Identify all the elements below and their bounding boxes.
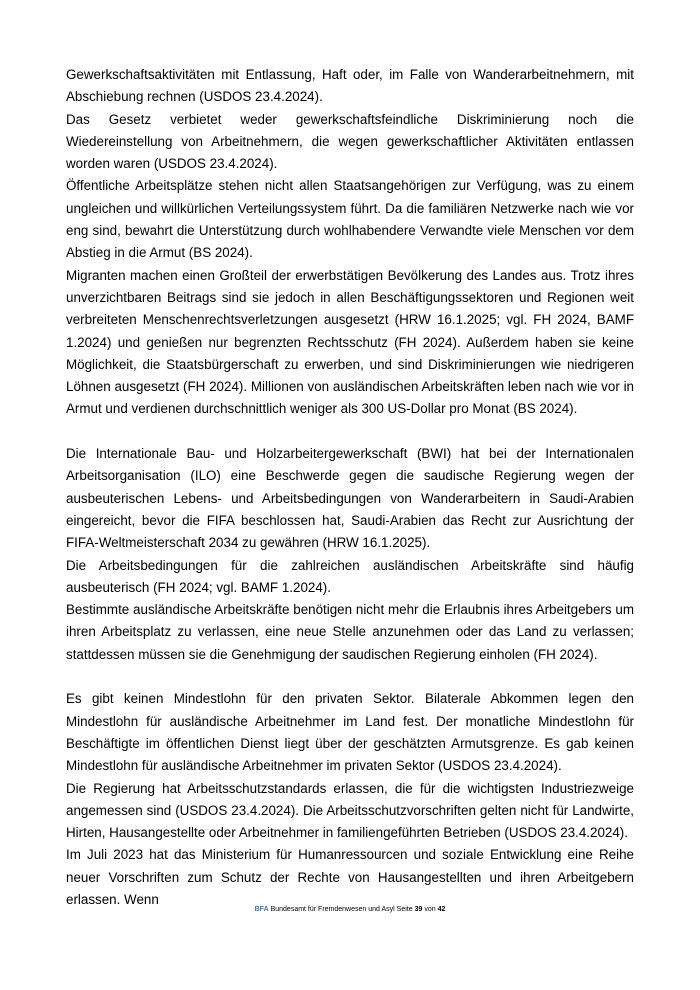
- footer-page-current: 39: [414, 906, 423, 913]
- paragraph-spacer: [66, 666, 634, 688]
- paragraph: Öffentliche Arbeitsplätze stehen nicht allen Staatsangehörigen zur Verfügung, was zu einem ungleichen und willkürlichen Verteilungssystem führt. Da die familiären Netzwerke nach wie vor eng sind, bewahrt die Unterstützung durch wohlhabendere Verwandte viele Menschen vor dem Abstieg in die Armut (BS 2024).: [66, 178, 634, 261]
- page-footer: [0, 905, 700, 915]
- paragraph: Bestimmte ausländische Arbeitskräfte benötigen nicht mehr die Erlaubnis ihres Arbeitgebers um ihren Arbeitsplatz zu verlassen, eine neue Stelle anzunehmen oder das Land zu verlassen; stattdessen müssen sie die Genehmigung der saudischen Regierung einholen (FH 2024).: [66, 602, 634, 662]
- paragraph: Im Juli 2023 hat das Ministerium für Humanressourcen und soziale Entwicklung eine Reihe neuer Vorschriften zum Schutz der Rechte von Hausangestellten und ihren Arbeitgebern erlassen. Wenn: [66, 847, 634, 907]
- bfa-logo: BFA: [254, 906, 269, 913]
- footer-page-word: Seite: [396, 906, 413, 913]
- paragraph: Gewerkschaftsaktivitäten mit Entlassung, Haft oder, im Falle von Wanderarbeitnehmern, mit Abschiebung rechnen (USDOS 23.4.2024).: [66, 67, 634, 105]
- paragraph-spacer: [66, 421, 634, 443]
- paragraph: Die Internationale Bau- und Holzarbeitergewerkschaft (BWI) hat bei der Internationalen Arbeitsorganisation (ILO) eine Beschwerde gegen die saudische Regierung wegen der ausbeuterischen Lebens- und Arbeitsbedingungen von Wanderarbeitern in Saudi-Arabien eingereicht, bevor die FIFA beschlossen hat, Saudi-Arabien das Recht zur Ausrichtung der FIFA-Weltmeisterschaft 2034 zu gewähren (HRW 16.1.2025).: [66, 446, 634, 551]
- paragraph: Die Arbeitsbedingungen für die zahlreichen ausländischen Arbeitskräfte sind häufig ausbeuterisch (FH 2024; vgl. BAMF 1.2024).: [66, 557, 634, 595]
- footer-of-word: von: [424, 906, 436, 913]
- paragraph: Migranten machen einen Großteil der erwerbstätigen Bevölkerung des Landes aus. Trotz ihres unverzichtbaren Beitrags sind sie jedoch in allen Beschäftigungssektoren und Regionen weit verbreiteten Menschenrechtsverletzungen ausgesetzt (HRW 16.1.2025; vgl. FH 2024, BAMF 1.2024) und genießen nur begrenzten Rechtsschutz (FH 2024). Außerdem haben sie keine Möglichkeit, die Staatsbürgerschaft zu erwerben, und sind Diskriminierungen wie niedrigeren Löhnen ausgesetzt (FH 2024). Millionen von ausländischen Arbeitskräften leben nach wie vor in Armut und verdienen durchschnittlich weniger als 300 US-Dollar pro Monat (BS 2024).: [66, 267, 634, 417]
- paragraph: Die Regierung hat Arbeitsschutzstandards erlassen, die für die wichtigsten Industriezweige angemessen sind (USDOS 23.4.2024). Die Arbeitsschutzvorschriften gelten nicht für Landwirte, Hirten, Hausangestellte oder Arbeitnehmer in familiengeführten Betrieben (USDOS 23.4.2024).: [66, 780, 634, 841]
- footer-page-total: 42: [437, 906, 446, 913]
- document-body: [66, 64, 634, 911]
- paragraph: Das Gesetz verbietet weder gewerkschaftsfeindliche Diskriminierung noch die Wiedereinstellung von Arbeitnehmern, die wegen gewerkschaftlicher Aktivitäten entlassen worden waren (USDOS 23.4.2024).: [66, 111, 634, 172]
- footer-org-name: Bundesamt für Fremdenwesen und Asyl: [270, 906, 395, 913]
- paragraph: Es gibt keinen Mindestlohn für den privaten Sektor. Bilaterale Abkommen legen den Mindestlohn für ausländische Arbeitnehmer im Land fest. Der monatliche Mindestlohn für Beschäftigte im öffentlichen Dienst liegt über der geschätzten Armutsgrenze. Es gab keinen Mindestlohn für ausländische Arbeitnehmer im privaten Sektor (USDOS 23.4.2024).: [66, 691, 634, 774]
